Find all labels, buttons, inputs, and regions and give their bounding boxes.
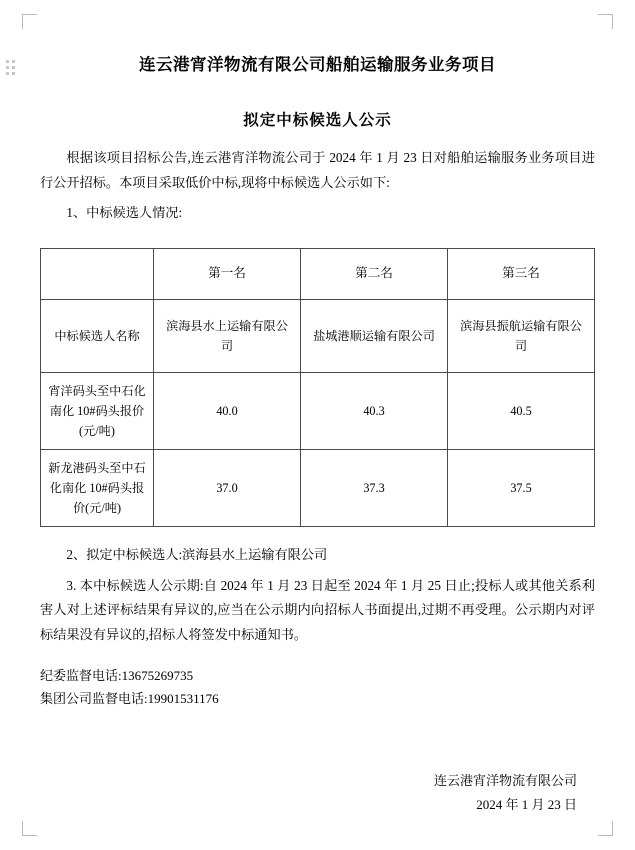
table-row (41, 450, 595, 527)
table-header-row (41, 248, 595, 299)
crop-mark-top-left (22, 14, 37, 29)
contact-group-phone: 集团公司监督电话:19901531176 (40, 690, 219, 706)
cell-candidate-name-1: 滨海县水上运输有限公司 (154, 299, 301, 372)
candidates-table (40, 248, 595, 528)
cell-price-route-2-rank-1: 37.0 (154, 450, 301, 527)
contact-discipline-phone: 纪委监督电话:13675269735 (40, 668, 194, 684)
cell-price-route-1-rank-3: 40.5 (448, 372, 595, 449)
crop-mark-bottom-right (598, 821, 613, 836)
cell-price-route-2-rank-2: 37.3 (301, 450, 448, 527)
row-label-price-route-2: 新龙港码头至中石化南化 10#码头报价(元/吨) (41, 450, 154, 527)
row-label-price-route-1: 宵洋码头至中石化南化 10#码头报价(元/吨) (41, 372, 154, 449)
table-header-corner (41, 248, 154, 299)
cell-candidate-name-2: 盐城港顺运输有限公司 (301, 299, 448, 372)
page-title: 连云港宵洋物流有限公司船舶运输服务业务项目 (139, 55, 496, 74)
contact-list (40, 665, 595, 711)
section-3-paragraph: 3. 本中标候选人公示期:自 2024 年 1 月 23 日起至 2024 年 1 月 25 日止;投标人或其他关系利害人对上述评标结果有异议的,应当在公示期内向招标人书面提出,过期不再受理。公示期内对评标结果没有异议的,招标人将签发中标通知书。 (40, 577, 595, 642)
section-2-paragraph: 2、拟定中标候选人:滨海县水上运输有限公司 (66, 547, 328, 563)
signature-company: 连云港宵洋物流有限公司 (433, 772, 577, 788)
table-header-rank-2: 第二名 (301, 248, 448, 299)
signature-date: 2024 年 1 月 23 日 (476, 797, 577, 813)
row-label-candidate-name: 中标候选人名称 (41, 299, 154, 372)
document-body (40, 40, 595, 820)
table-row (41, 299, 595, 372)
intro-paragraph: 根据该项目招标公告,连云港宵洋物流公司于 2024 年 1 月 23 日对船舶运输服务业务项目进行公开招标。本项目采取低价中标,现将中标候选人公示如下: (40, 150, 595, 190)
table-header-rank-3: 第三名 (448, 248, 595, 299)
section-1-heading: 1、中标候选人情况: (66, 205, 183, 221)
cell-price-route-1-rank-2: 40.3 (301, 372, 448, 449)
table-row (41, 372, 595, 449)
cell-price-route-1-rank-1: 40.0 (154, 372, 301, 449)
cell-price-route-2-rank-3: 37.5 (448, 450, 595, 527)
cell-candidate-name-3: 滨海县振航运输有限公司 (448, 299, 595, 372)
table-header-rank-1: 第一名 (154, 248, 301, 299)
crop-mark-bottom-left (22, 821, 37, 836)
crop-mark-top-right (598, 14, 613, 29)
drag-handle-dots-icon (6, 60, 16, 78)
page-subtitle: 拟定中标候选人公示 (243, 112, 392, 130)
signature-block (40, 769, 595, 818)
